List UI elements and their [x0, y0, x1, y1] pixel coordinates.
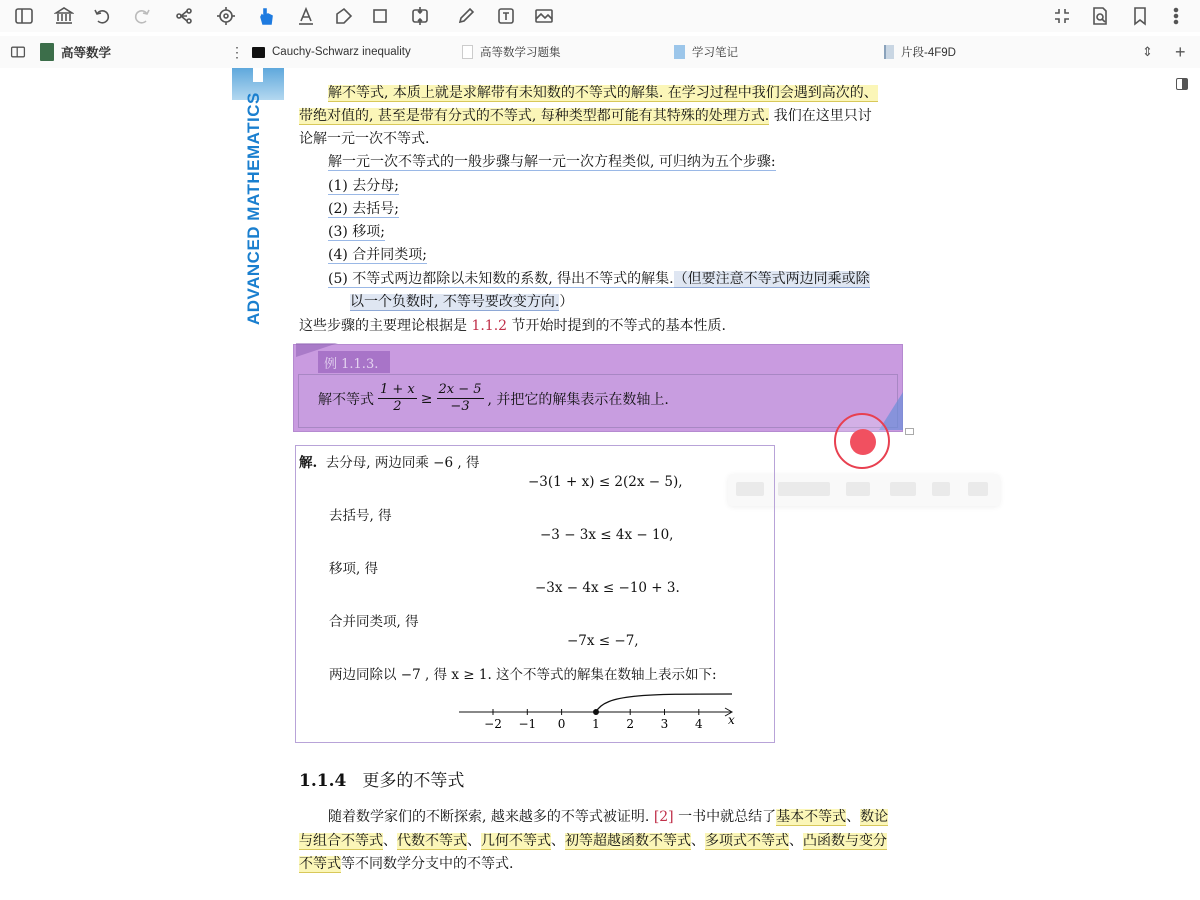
fraction-2: $\frac{2x - 5}{-3}$ [438, 382, 482, 414]
paragraph-2[interactable]: 解一元一次不等式的一般步骤与解一元一次方程类似, 可归纳为五个步骤: [328, 154, 776, 170]
paragraph-1-line-2[interactable]: 带绝对值的, 甚至是带有分式的不等式, 每种类型都可能有其特殊的处理方式. 我们在这里只讨 [299, 108, 872, 124]
document-title[interactable]: 高等数学 [40, 36, 111, 68]
library-icon[interactable] [52, 4, 76, 28]
tick-label: 0 [557, 717, 566, 731]
new-tab-icon[interactable]: + [1175, 41, 1186, 62]
main-toolbar [0, 0, 1200, 32]
tab-bar [0, 36, 1200, 68]
popup-action-2[interactable] [778, 482, 830, 496]
comment-marker-icon[interactable] [905, 428, 914, 435]
tick-label: 3 [660, 717, 669, 731]
popup-action-6[interactable] [968, 482, 988, 496]
step-3[interactable]: (3) 移项; [328, 224, 385, 240]
paragraph-4-line-3[interactable]: 不等式等不同数学分支中的不等式. [299, 856, 514, 872]
step-2[interactable]: (2) 去括号; [328, 201, 399, 217]
solution-equation-4: −7x ≤ −7, [567, 633, 639, 649]
resize-icon[interactable] [408, 4, 432, 28]
solution-equation-3: −3x − 4x ≤ −10 + 3. [535, 580, 680, 596]
book-reference-link[interactable]: [2] [653, 809, 674, 825]
sort-tabs-icon[interactable]: ⇕ [1142, 44, 1153, 59]
solution-line-2: 去括号, 得 [329, 508, 392, 524]
paragraph-4-line-2[interactable]: 与组合不等式、代数不等式、几何不等式、初等超越函数不等式、多项式不等式、凸函数与变分 [299, 833, 887, 849]
step-4[interactable]: (4) 合并同类项; [328, 247, 427, 263]
page-icon [462, 45, 473, 59]
tick-label: 4 [694, 717, 703, 731]
undo-icon[interactable] [90, 4, 114, 28]
image-icon[interactable] [532, 4, 556, 28]
focus-icon[interactable] [214, 4, 238, 28]
section-heading: 1.1.4 更多的不等式 [299, 771, 465, 791]
tab-cauchy-schwarz[interactable]: Cauchy-Schwarz inequality [252, 36, 411, 68]
text-box-icon[interactable] [494, 4, 518, 28]
paragraph-3[interactable]: 这些步骤的主要理论根据是 1.1.2 节开始时提到的不等式的基本性质. [299, 318, 726, 334]
document-menu-icon[interactable]: ⋮ [230, 43, 244, 60]
section-reference-link[interactable]: 1.1.2 [471, 318, 508, 334]
tick-label: −2 [484, 717, 502, 731]
right-panel-icon[interactable] [1176, 78, 1188, 90]
solution-line-4: 合并同类项, 得 [329, 614, 419, 630]
crop-icon[interactable] [368, 4, 392, 28]
snippet-icon [884, 45, 894, 59]
number-line [455, 688, 755, 734]
solution-equation-1: −3(1 + x) ≤ 2(2x − 5), [528, 474, 683, 490]
redo-icon[interactable] [130, 4, 154, 28]
paragraph-1-line-3[interactable]: 论解一元一次不等式. [299, 131, 430, 147]
step-1[interactable]: (1) 去分母; [328, 178, 399, 194]
notebook-icon [674, 45, 685, 59]
box-corner-handle[interactable] [296, 343, 338, 357]
solution-line-1: 解. 去分母, 两边同乘 −6 , 得 [299, 455, 480, 471]
pen-icon[interactable] [454, 4, 478, 28]
terminal-icon [252, 47, 265, 58]
example-label: 例 1.1.3. [318, 351, 390, 373]
popup-action-3[interactable] [846, 482, 870, 496]
book-cover-icon [40, 43, 54, 61]
solution-equation-2: −3 − 3x ≤ 4x − 10, [540, 527, 674, 543]
search-document-icon[interactable] [1088, 4, 1112, 28]
tab-exercise-set[interactable]: 高等数学习题集 [462, 36, 561, 68]
axis-variable: x [728, 713, 735, 727]
mindmap-icon[interactable] [172, 4, 196, 28]
paragraph-4-line-1[interactable]: 随着数学家们的不断探索, 越来越多的不等式被证明. [2] 一书中就总结了基本不等式、数论 [328, 809, 889, 825]
panel-toggle-icon[interactable] [6, 40, 30, 64]
tick-label: 2 [626, 717, 635, 731]
step-5[interactable]: (5) 不等式两边都除以未知数的系数, 得出不等式的解集.（但要注意不等式两边同乘或除 [328, 271, 870, 287]
fit-screen-icon[interactable] [1050, 4, 1074, 28]
bookmark-icon[interactable] [1128, 4, 1152, 28]
solution-line-5: 两边同除以 −7 , 得 x ≥ 1. 这个不等式的解集在数轴上表示如下: [329, 667, 717, 683]
side-title: ADVANCED MATHEMATICS [244, 92, 263, 325]
fraction-1: $\frac{1 + x}{2}$ [380, 382, 415, 414]
text-highlight-icon[interactable] [294, 4, 318, 28]
paragraph-1-line-1[interactable]: 解不等式, 本质上就是求解带有未知数的不等式的解集. 在学习过程中我们会遇到高次的、 [328, 85, 878, 101]
tick-label: 1 [592, 717, 600, 731]
area-select-icon[interactable] [332, 4, 356, 28]
tick-label: −1 [518, 717, 537, 731]
tab-snippet[interactable]: 片段-4F9D [884, 36, 956, 68]
tab-study-notes[interactable]: 学习笔记 [674, 36, 738, 68]
sidebar-toggle-icon[interactable] [12, 4, 36, 28]
solution-line-3: 移项, 得 [329, 561, 379, 577]
hand-tool-icon[interactable] [254, 4, 278, 28]
step-5-continued[interactable]: 以一个负数时, 不等号要改变方向.） [350, 294, 574, 310]
touch-cursor-dot [850, 429, 876, 455]
popup-action-4[interactable] [890, 482, 916, 496]
more-icon[interactable] [1164, 4, 1188, 28]
example-statement[interactable]: 解不等式 $\frac{1 + x}{2}$ ≥ $\frac{2x - 5}{-3}$ , 并把它的解集表示在数轴上. [318, 382, 669, 414]
popup-action-5[interactable] [932, 482, 950, 496]
